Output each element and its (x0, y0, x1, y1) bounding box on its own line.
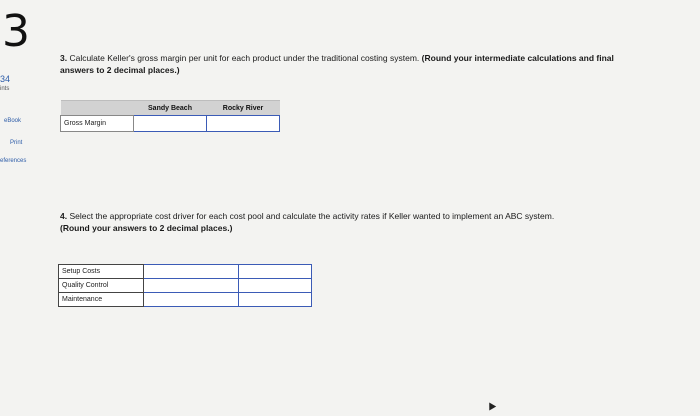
question-4 (60, 210, 700, 234)
setup-costs-driver-select[interactable] (144, 265, 239, 279)
question-3 (60, 52, 640, 76)
table-row (59, 279, 312, 293)
quality-control-driver-select[interactable] (144, 279, 239, 293)
table-corner-header (61, 101, 134, 116)
question-3-number: 3. (60, 53, 68, 63)
points-label: ints (0, 86, 10, 92)
column-header-rocky-river: Rocky River (207, 101, 280, 116)
maintenance-rate-input[interactable] (239, 293, 312, 307)
print-link[interactable]: Print (10, 140, 23, 146)
table-row (61, 116, 280, 132)
gross-margin-table (60, 100, 280, 132)
row-label-maintenance: Maintenance (59, 293, 144, 307)
table-row (59, 293, 312, 307)
mouse-cursor-icon (486, 400, 496, 410)
question-4-number: 4. (60, 211, 68, 221)
row-label-quality-control: Quality Control (59, 279, 144, 293)
row-label-gross-margin: Gross Margin (61, 116, 134, 132)
table-row (59, 265, 312, 279)
page-number: 3 (2, 6, 30, 57)
column-header-sandy-beach: Sandy Beach (134, 101, 207, 116)
points-value: 34 (0, 74, 11, 84)
references-link[interactable]: eferences (0, 158, 27, 164)
ebook-link[interactable]: eBook (4, 118, 22, 124)
question-4-instructions: (Round your answers to 2 decimal places.) (60, 223, 233, 233)
gross-margin-sandy-beach-input[interactable] (134, 116, 207, 132)
quality-control-rate-input[interactable] (239, 279, 312, 293)
setup-costs-rate-input[interactable] (239, 265, 312, 279)
question-4-text: Select the appropriate cost driver for each cost pool and calculate the activity rates if Keller wanted to implement an ABC system. (67, 211, 555, 221)
gross-margin-rocky-river-input[interactable] (207, 116, 280, 132)
activity-rates-table (58, 264, 312, 307)
row-label-setup-costs: Setup Costs (59, 265, 144, 279)
question-3-text: Calculate Keller's gross margin per unit for each product under the traditional costing system. (67, 53, 422, 63)
question-3-instructions: (Round your intermediate calculations and final answers to 2 decimal places.) (60, 53, 614, 75)
maintenance-driver-select[interactable] (144, 293, 239, 307)
